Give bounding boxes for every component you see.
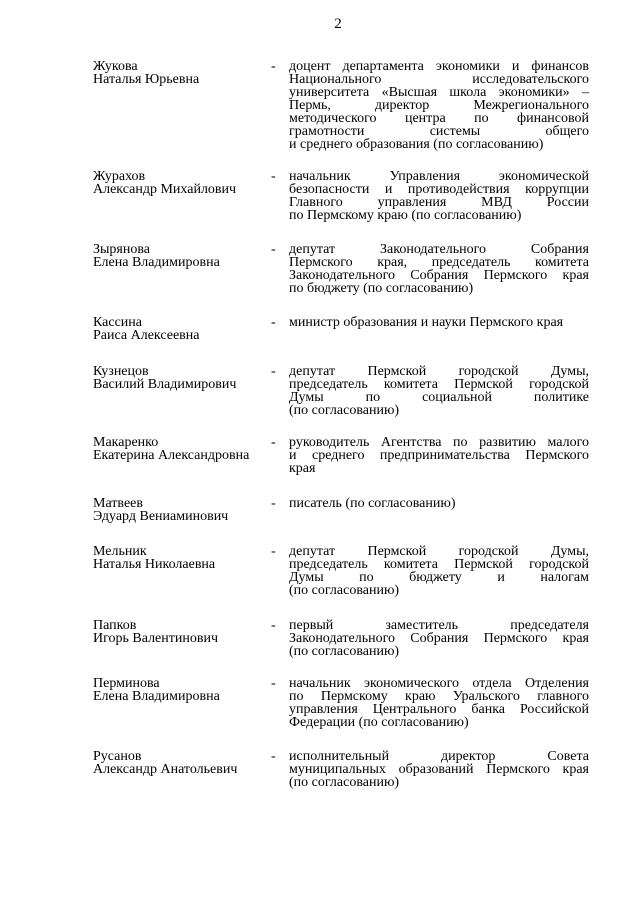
- position-line: и среднего предпринимательства Пермского: [289, 448, 589, 463]
- position-line: депутат Законодательного Собрания: [289, 242, 589, 257]
- position-line: по бюджету (по согласованию): [289, 281, 474, 296]
- member-position: [289, 545, 589, 597]
- position-line: грамотности системы общего: [289, 124, 589, 139]
- position-line: Пермского края, председатель комитета: [289, 255, 589, 270]
- position-line: Пермь, директор Межрегионального: [289, 98, 589, 113]
- position-line: (по согласованию): [289, 644, 400, 659]
- separator-dash: -: [271, 364, 276, 379]
- member-given-names: Александр Михайлович: [93, 182, 237, 197]
- position-line: университета «Высшая школа экономики» –: [289, 85, 589, 100]
- position-line: муниципальных образований Пермского края: [289, 762, 589, 777]
- position-line: начальник Управления экономической: [289, 169, 589, 184]
- member-given-names: Василий Владимирович: [93, 377, 237, 392]
- member-surname: Макаренко: [93, 435, 159, 450]
- member-name: [93, 170, 273, 196]
- separator-dash: -: [271, 749, 276, 764]
- page-number: 2: [334, 16, 342, 32]
- position-line: Национального исследовательского: [289, 72, 589, 87]
- separator-dash: -: [271, 496, 276, 511]
- member-surname: Папков: [93, 618, 137, 633]
- member-given-names: Наталья Николаевна: [93, 557, 216, 572]
- separator-dash: -: [271, 435, 276, 450]
- position-line: председатель комитета Пермской городской: [289, 557, 589, 572]
- position-line: (по согласованию): [289, 403, 400, 418]
- member-position: [289, 170, 589, 222]
- member-name: [93, 60, 273, 86]
- separator-dash: -: [271, 618, 276, 633]
- member-name: [93, 619, 273, 645]
- member-given-names: Наталья Юрьевна: [93, 72, 200, 87]
- member-name: [93, 365, 273, 391]
- member-position: [289, 436, 589, 475]
- position-line: края: [289, 461, 316, 476]
- position-line: доцент департамента экономики и финансов: [289, 59, 589, 74]
- member-position: [289, 750, 589, 789]
- position-line: исполнительный директор Совета: [289, 749, 589, 764]
- member-surname: Кузнецов: [93, 364, 149, 379]
- member-surname: Журахов: [93, 169, 146, 184]
- position-line: депутат Пермской городской Думы,: [289, 364, 589, 379]
- position-line: и среднего образования (по согласованию): [289, 137, 544, 152]
- position-line: писатель (по согласованию): [289, 496, 456, 511]
- member-surname: Мельник: [93, 544, 147, 559]
- position-line: председатель комитета Пермской городской: [289, 377, 589, 392]
- member-name: [93, 497, 273, 523]
- separator-dash: -: [271, 59, 276, 74]
- member-name: [93, 243, 273, 269]
- separator-dash: -: [271, 315, 276, 330]
- position-line: депутат Пермской городской Думы,: [289, 544, 589, 559]
- position-line: методического центра по финансовой: [289, 111, 589, 126]
- member-position: [289, 619, 589, 658]
- member-surname: Жукова: [93, 59, 138, 74]
- member-name: [93, 436, 273, 462]
- position-line: Думы по социальной политике: [289, 390, 589, 405]
- position-line: Главного управления МВД России: [289, 195, 589, 210]
- member-surname: Русанов: [93, 749, 142, 764]
- member-given-names: Эдуард Вениаминович: [93, 509, 229, 524]
- separator-dash: -: [271, 676, 276, 691]
- member-name: [93, 545, 273, 571]
- position-line: первый заместитель председателя: [289, 618, 589, 633]
- position-line: Законодательного Собрания Пермского края: [289, 631, 589, 646]
- position-line: Федерации (по согласованию): [289, 715, 469, 730]
- position-line: безопасности и противодействия коррупции: [289, 182, 589, 197]
- member-given-names: Раиса Алексеевна: [93, 328, 200, 343]
- position-line: (по согласованию): [289, 775, 400, 790]
- member-given-names: Екатерина Александровна: [93, 448, 250, 463]
- member-position: [289, 677, 589, 729]
- member-given-names: Александр Анатольевич: [93, 762, 238, 777]
- member-name: [93, 316, 273, 342]
- position-line: Думы по бюджету и налогам: [289, 570, 589, 585]
- member-position: [289, 365, 589, 417]
- position-line: руководитель Агентства по развитию малого: [289, 435, 589, 450]
- member-position: [289, 60, 589, 151]
- member-given-names: Елена Владимировна: [93, 689, 220, 704]
- separator-dash: -: [271, 242, 276, 257]
- position-line: по Пермскому краю (по согласованию): [289, 208, 522, 223]
- member-surname: Перминова: [93, 676, 160, 691]
- position-line: по Пермскому краю Уральского главного: [289, 689, 589, 704]
- member-given-names: Елена Владимировна: [93, 255, 220, 270]
- position-line: начальник экономического отдела Отделения: [289, 676, 589, 691]
- member-name: [93, 677, 273, 703]
- member-given-names: Игорь Валентинович: [93, 631, 219, 646]
- member-surname: Зырянова: [93, 242, 150, 257]
- member-position: [289, 243, 589, 295]
- position-line: управления Центрального банка Российской: [289, 702, 589, 717]
- member-position: [289, 316, 589, 329]
- position-line: министр образования и науки Пермского края: [289, 315, 564, 330]
- member-surname: Кассина: [93, 315, 142, 330]
- position-line: Законодательного Собрания Пермского края: [289, 268, 589, 283]
- member-surname: Матвеев: [93, 496, 143, 511]
- member-position: [289, 497, 589, 510]
- separator-dash: -: [271, 169, 276, 184]
- position-line: (по согласованию): [289, 583, 400, 598]
- member-name: [93, 750, 273, 776]
- separator-dash: -: [271, 544, 276, 559]
